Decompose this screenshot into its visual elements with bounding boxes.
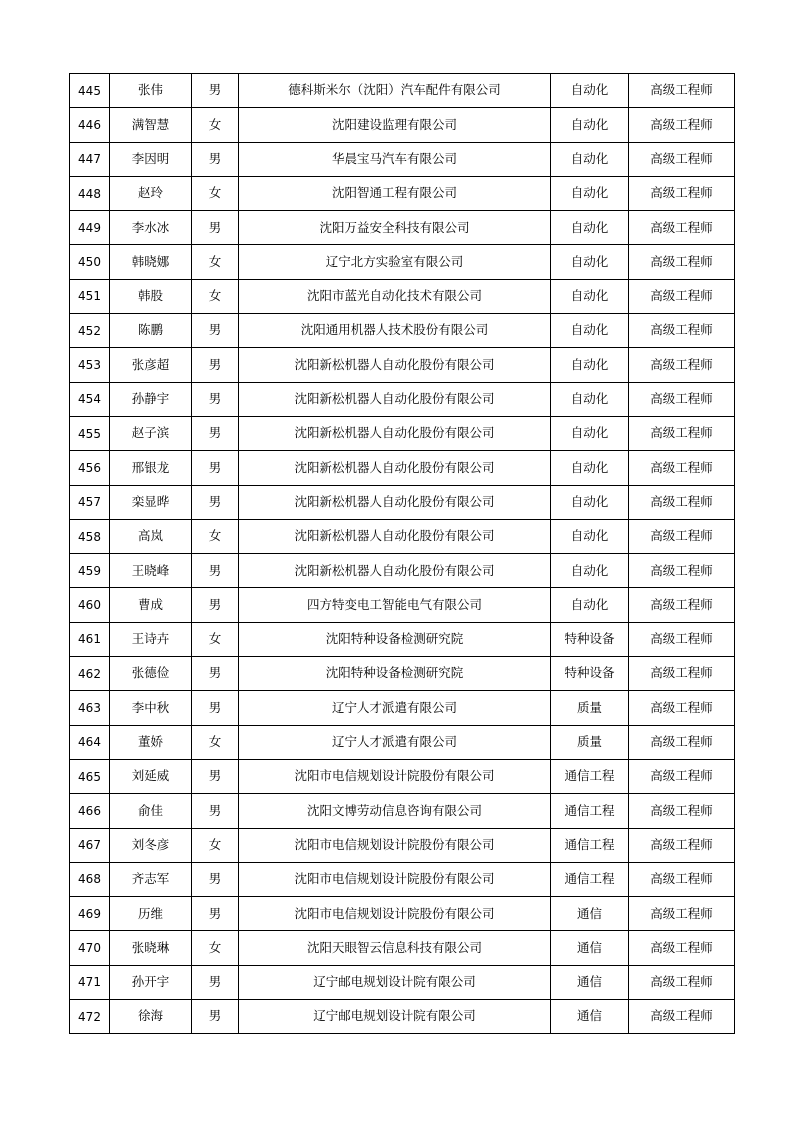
- cell-gender: 男: [192, 794, 239, 828]
- cell-major: 通信工程: [551, 759, 629, 793]
- cell-number: 454: [70, 382, 110, 416]
- table-row: [70, 794, 735, 828]
- cell-gender: 男: [192, 211, 239, 245]
- cell-number: 459: [70, 554, 110, 588]
- cell-major: 质量: [551, 725, 629, 759]
- cell-major: 质量: [551, 691, 629, 725]
- cell-title: 高级工程师: [629, 1000, 735, 1034]
- cell-gender: 男: [192, 554, 239, 588]
- cell-title: 高级工程师: [629, 245, 735, 279]
- cell-title: 高级工程师: [629, 74, 735, 108]
- table-row: [70, 725, 735, 759]
- cell-name: 王晓峰: [110, 554, 192, 588]
- cell-gender: 男: [192, 485, 239, 519]
- cell-company: 沈阳新松机器人自动化股份有限公司: [239, 451, 551, 485]
- cell-number: 452: [70, 314, 110, 348]
- cell-gender: 男: [192, 862, 239, 896]
- cell-title: 高级工程师: [629, 176, 735, 210]
- table-row: [70, 931, 735, 965]
- cell-number: 448: [70, 176, 110, 210]
- cell-name: 张晓琳: [110, 931, 192, 965]
- table-row: [70, 451, 735, 485]
- roster-table: [69, 73, 735, 1034]
- cell-title: 高级工程师: [629, 828, 735, 862]
- cell-name: 刘冬彦: [110, 828, 192, 862]
- cell-company: 沈阳新松机器人自动化股份有限公司: [239, 416, 551, 450]
- cell-number: 471: [70, 965, 110, 999]
- cell-major: 自动化: [551, 74, 629, 108]
- table-row: [70, 965, 735, 999]
- cell-major: 自动化: [551, 348, 629, 382]
- cell-title: 高级工程师: [629, 314, 735, 348]
- cell-number: 457: [70, 485, 110, 519]
- cell-major: 通信工程: [551, 862, 629, 896]
- table-row: [70, 279, 735, 313]
- cell-number: 455: [70, 416, 110, 450]
- cell-number: 450: [70, 245, 110, 279]
- table-row: [70, 314, 735, 348]
- cell-name: 赵玲: [110, 176, 192, 210]
- cell-company: 辽宁北方实验室有限公司: [239, 245, 551, 279]
- table-row: [70, 588, 735, 622]
- cell-number: 446: [70, 108, 110, 142]
- cell-company: 沈阳新松机器人自动化股份有限公司: [239, 485, 551, 519]
- table-row: [70, 828, 735, 862]
- cell-name: 韩晓娜: [110, 245, 192, 279]
- cell-major: 自动化: [551, 451, 629, 485]
- cell-company: 华晨宝马汽车有限公司: [239, 142, 551, 176]
- table-row: [70, 759, 735, 793]
- table-row: [70, 245, 735, 279]
- cell-name: 张伟: [110, 74, 192, 108]
- cell-title: 高级工程师: [629, 862, 735, 896]
- cell-name: 陈鹏: [110, 314, 192, 348]
- cell-company: 沈阳市电信规划设计院股份有限公司: [239, 759, 551, 793]
- cell-name: 韩股: [110, 279, 192, 313]
- cell-number: 472: [70, 1000, 110, 1034]
- cell-name: 李因明: [110, 142, 192, 176]
- cell-name: 满智慧: [110, 108, 192, 142]
- cell-major: 自动化: [551, 382, 629, 416]
- cell-company: 沈阳市电信规划设计院股份有限公司: [239, 897, 551, 931]
- table-row: [70, 691, 735, 725]
- cell-company: 沈阳万益安全科技有限公司: [239, 211, 551, 245]
- cell-name: 高岚: [110, 519, 192, 553]
- table-row: [70, 348, 735, 382]
- cell-company: 辽宁邮电规划设计院有限公司: [239, 1000, 551, 1034]
- cell-gender: 男: [192, 142, 239, 176]
- cell-gender: 男: [192, 657, 239, 691]
- cell-gender: 男: [192, 1000, 239, 1034]
- cell-title: 高级工程师: [629, 794, 735, 828]
- table-row: [70, 897, 735, 931]
- cell-title: 高级工程师: [629, 142, 735, 176]
- cell-gender: 男: [192, 897, 239, 931]
- cell-company: 沈阳市电信规划设计院股份有限公司: [239, 862, 551, 896]
- roster-table-body: [70, 74, 735, 1034]
- table-row: [70, 622, 735, 656]
- cell-name: 徐海: [110, 1000, 192, 1034]
- cell-title: 高级工程师: [629, 382, 735, 416]
- cell-name: 栾显晔: [110, 485, 192, 519]
- cell-title: 高级工程师: [629, 725, 735, 759]
- cell-company: 沈阳新松机器人自动化股份有限公司: [239, 348, 551, 382]
- cell-number: 449: [70, 211, 110, 245]
- table-row: [70, 142, 735, 176]
- cell-number: 461: [70, 622, 110, 656]
- table-row: [70, 554, 735, 588]
- cell-number: 453: [70, 348, 110, 382]
- cell-major: 自动化: [551, 588, 629, 622]
- cell-gender: 男: [192, 588, 239, 622]
- cell-title: 高级工程师: [629, 416, 735, 450]
- table-row: [70, 74, 735, 108]
- table-row: [70, 108, 735, 142]
- table-row: [70, 485, 735, 519]
- cell-major: 自动化: [551, 485, 629, 519]
- cell-number: 464: [70, 725, 110, 759]
- table-row: [70, 416, 735, 450]
- cell-company: 四方特变电工智能电气有限公司: [239, 588, 551, 622]
- cell-major: 自动化: [551, 211, 629, 245]
- cell-name: 俞佳: [110, 794, 192, 828]
- cell-gender: 男: [192, 314, 239, 348]
- cell-major: 自动化: [551, 142, 629, 176]
- cell-name: 王诗卉: [110, 622, 192, 656]
- cell-gender: 女: [192, 245, 239, 279]
- cell-company: 沈阳通用机器人技术股份有限公司: [239, 314, 551, 348]
- cell-major: 自动化: [551, 108, 629, 142]
- cell-gender: 女: [192, 279, 239, 313]
- cell-title: 高级工程师: [629, 519, 735, 553]
- cell-company: 辽宁邮电规划设计院有限公司: [239, 965, 551, 999]
- cell-gender: 女: [192, 725, 239, 759]
- cell-major: 自动化: [551, 279, 629, 313]
- cell-name: 刘延威: [110, 759, 192, 793]
- cell-gender: 男: [192, 382, 239, 416]
- cell-title: 高级工程师: [629, 348, 735, 382]
- cell-gender: 男: [192, 965, 239, 999]
- cell-name: 张德俭: [110, 657, 192, 691]
- cell-major: 通信: [551, 1000, 629, 1034]
- table-row: [70, 1000, 735, 1034]
- cell-number: 469: [70, 897, 110, 931]
- cell-name: 赵子滨: [110, 416, 192, 450]
- cell-name: 李中秋: [110, 691, 192, 725]
- cell-major: 自动化: [551, 314, 629, 348]
- cell-company: 沈阳智通工程有限公司: [239, 176, 551, 210]
- cell-title: 高级工程师: [629, 965, 735, 999]
- cell-title: 高级工程师: [629, 279, 735, 313]
- cell-company: 沈阳特种设备检测研究院: [239, 622, 551, 656]
- cell-name: 董娇: [110, 725, 192, 759]
- cell-major: 通信: [551, 931, 629, 965]
- cell-major: 通信工程: [551, 794, 629, 828]
- cell-gender: 女: [192, 931, 239, 965]
- cell-gender: 女: [192, 108, 239, 142]
- cell-name: 曹成: [110, 588, 192, 622]
- cell-number: 467: [70, 828, 110, 862]
- cell-title: 高级工程师: [629, 622, 735, 656]
- cell-company: 沈阳特种设备检测研究院: [239, 657, 551, 691]
- cell-number: 468: [70, 862, 110, 896]
- cell-title: 高级工程师: [629, 451, 735, 485]
- cell-major: 通信工程: [551, 828, 629, 862]
- table-row: [70, 211, 735, 245]
- cell-title: 高级工程师: [629, 211, 735, 245]
- cell-title: 高级工程师: [629, 108, 735, 142]
- cell-major: 特种设备: [551, 657, 629, 691]
- cell-title: 高级工程师: [629, 897, 735, 931]
- cell-number: 460: [70, 588, 110, 622]
- cell-title: 高级工程师: [629, 931, 735, 965]
- cell-gender: 男: [192, 416, 239, 450]
- table-row: [70, 657, 735, 691]
- table-row: [70, 176, 735, 210]
- cell-gender: 男: [192, 759, 239, 793]
- cell-number: 470: [70, 931, 110, 965]
- cell-name: 邢银龙: [110, 451, 192, 485]
- cell-title: 高级工程师: [629, 691, 735, 725]
- cell-gender: 男: [192, 74, 239, 108]
- cell-gender: 女: [192, 519, 239, 553]
- cell-number: 458: [70, 519, 110, 553]
- cell-company: 沈阳新松机器人自动化股份有限公司: [239, 382, 551, 416]
- cell-number: 447: [70, 142, 110, 176]
- cell-major: 自动化: [551, 519, 629, 553]
- cell-name: 张彦超: [110, 348, 192, 382]
- cell-company: 辽宁人才派遣有限公司: [239, 725, 551, 759]
- cell-name: 历维: [110, 897, 192, 931]
- cell-major: 特种设备: [551, 622, 629, 656]
- cell-major: 自动化: [551, 176, 629, 210]
- cell-major: 通信: [551, 965, 629, 999]
- cell-title: 高级工程师: [629, 657, 735, 691]
- cell-number: 445: [70, 74, 110, 108]
- cell-number: 456: [70, 451, 110, 485]
- cell-gender: 女: [192, 828, 239, 862]
- cell-title: 高级工程师: [629, 759, 735, 793]
- table-row: [70, 862, 735, 896]
- cell-company: 沈阳文博劳动信息咨询有限公司: [239, 794, 551, 828]
- cell-number: 463: [70, 691, 110, 725]
- cell-name: 李水冰: [110, 211, 192, 245]
- cell-gender: 男: [192, 348, 239, 382]
- cell-gender: 男: [192, 691, 239, 725]
- cell-company: 沈阳建设监理有限公司: [239, 108, 551, 142]
- cell-major: 自动化: [551, 416, 629, 450]
- cell-gender: 女: [192, 622, 239, 656]
- table-row: [70, 519, 735, 553]
- cell-title: 高级工程师: [629, 588, 735, 622]
- cell-name: 孙开宇: [110, 965, 192, 999]
- table-row: [70, 382, 735, 416]
- cell-company: 沈阳市电信规划设计院股份有限公司: [239, 828, 551, 862]
- cell-major: 自动化: [551, 245, 629, 279]
- cell-company: 沈阳新松机器人自动化股份有限公司: [239, 519, 551, 553]
- cell-number: 466: [70, 794, 110, 828]
- cell-number: 465: [70, 759, 110, 793]
- cell-title: 高级工程师: [629, 554, 735, 588]
- cell-major: 通信: [551, 897, 629, 931]
- cell-company: 辽宁人才派遣有限公司: [239, 691, 551, 725]
- cell-title: 高级工程师: [629, 485, 735, 519]
- cell-name: 齐志军: [110, 862, 192, 896]
- cell-company: 德科斯米尔（沈阳）汽车配件有限公司: [239, 74, 551, 108]
- cell-company: 沈阳新松机器人自动化股份有限公司: [239, 554, 551, 588]
- cell-gender: 女: [192, 176, 239, 210]
- cell-company: 沈阳天眼智云信息科技有限公司: [239, 931, 551, 965]
- cell-gender: 男: [192, 451, 239, 485]
- cell-company: 沈阳市蓝光自动化技术有限公司: [239, 279, 551, 313]
- cell-name: 孙静宇: [110, 382, 192, 416]
- cell-number: 462: [70, 657, 110, 691]
- cell-number: 451: [70, 279, 110, 313]
- cell-major: 自动化: [551, 554, 629, 588]
